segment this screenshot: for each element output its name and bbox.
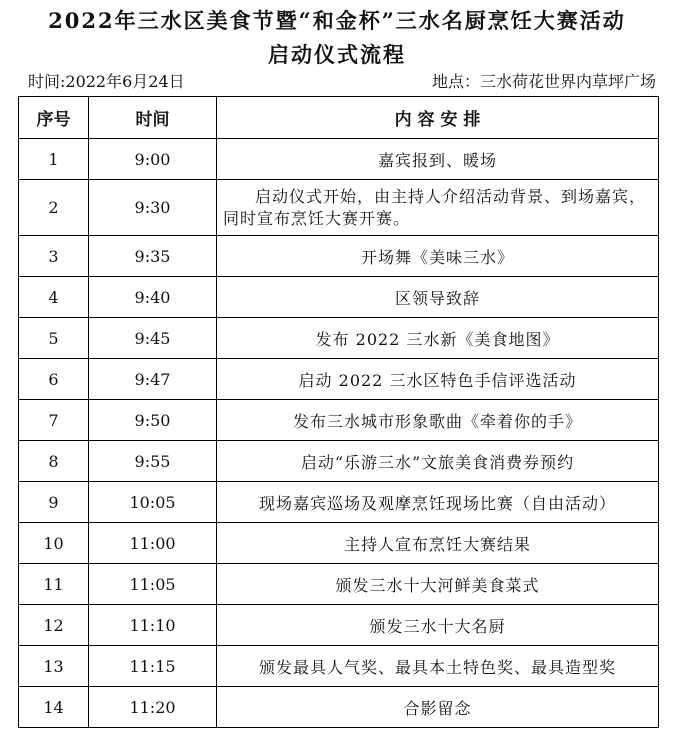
event-place: 地点：三水荷花世界内草坪广场 bbox=[431, 72, 656, 91]
event-time: 时间:2022年6月24日 bbox=[28, 72, 185, 91]
table-header-row bbox=[19, 97, 659, 139]
title-line-2: 启动仪式流程 bbox=[268, 42, 406, 67]
row-number: 8 bbox=[19, 441, 89, 482]
row-number: 13 bbox=[19, 646, 89, 687]
row-time: 11:10 bbox=[89, 605, 217, 646]
row-number: 12 bbox=[19, 605, 89, 646]
row-number: 3 bbox=[19, 236, 89, 277]
row-number: 9 bbox=[19, 482, 89, 523]
row-number: 10 bbox=[19, 523, 89, 564]
row-number: 6 bbox=[19, 359, 89, 400]
table-row bbox=[19, 441, 659, 482]
row-time: 9:40 bbox=[89, 277, 217, 318]
table-row bbox=[19, 482, 659, 523]
title-line-1: 2022年三水区美食节暨“和金杯”三水名厨烹饪大赛活动 bbox=[48, 8, 626, 33]
table-row bbox=[19, 236, 659, 277]
row-content: 颁发三水十大河鲜美食菜式 bbox=[217, 564, 659, 605]
table-row bbox=[19, 277, 659, 318]
header-content: 内 容 安 排 bbox=[217, 97, 659, 139]
row-content: 主持人宣布烹饪大赛结果 bbox=[217, 523, 659, 564]
header-time: 时间 bbox=[89, 97, 217, 139]
row-content: 发布 2022 三水新《美食地图》 bbox=[217, 318, 659, 359]
table-row bbox=[19, 318, 659, 359]
row-content: 颁发三水十大名厨 bbox=[217, 605, 659, 646]
row-number: 5 bbox=[19, 318, 89, 359]
row-time: 10:05 bbox=[89, 482, 217, 523]
row-number: 7 bbox=[19, 400, 89, 441]
row-time: 9:47 bbox=[89, 359, 217, 400]
row-time: 11:15 bbox=[89, 646, 217, 687]
schedule-table bbox=[18, 96, 659, 728]
row-time: 9:45 bbox=[89, 318, 217, 359]
document-title bbox=[0, 4, 674, 72]
row-content: 发布三水城市形象歌曲《牵着你的手》 bbox=[217, 400, 659, 441]
table-row bbox=[19, 523, 659, 564]
table-row bbox=[19, 564, 659, 605]
row-content: 启动“乐游三水”文旅美食消费券预约 bbox=[217, 441, 659, 482]
row-time: 9:50 bbox=[89, 400, 217, 441]
table-row bbox=[19, 359, 659, 400]
row-content: 合影留念 bbox=[217, 687, 659, 728]
row-number: 2 bbox=[19, 180, 89, 236]
row-content: 启动仪式开始，由主持人介绍活动背景、到场嘉宾，同时宣布烹饪大赛开赛。 bbox=[217, 180, 659, 236]
row-time: 9:30 bbox=[89, 180, 217, 236]
row-content: 启动 2022 三水区特色手信评选活动 bbox=[217, 359, 659, 400]
table-row bbox=[19, 605, 659, 646]
row-number: 4 bbox=[19, 277, 89, 318]
table-row bbox=[19, 400, 659, 441]
table-row bbox=[19, 139, 659, 180]
table-row bbox=[19, 646, 659, 687]
row-number: 11 bbox=[19, 564, 89, 605]
header-number: 序号 bbox=[19, 97, 89, 139]
row-number: 1 bbox=[19, 139, 89, 180]
row-content: 现场嘉宾巡场及观摩烹饪现场比赛（自由活动） bbox=[217, 482, 659, 523]
row-time: 11:05 bbox=[89, 564, 217, 605]
row-time: 9:35 bbox=[89, 236, 217, 277]
event-meta bbox=[28, 70, 656, 94]
row-content: 开场舞《美味三水》 bbox=[217, 236, 659, 277]
row-time: 11:00 bbox=[89, 523, 217, 564]
row-content: 区领导致辞 bbox=[217, 277, 659, 318]
row-content: 嘉宾报到、暖场 bbox=[217, 139, 659, 180]
row-number: 14 bbox=[19, 687, 89, 728]
row-time: 9:00 bbox=[89, 139, 217, 180]
table-row bbox=[19, 687, 659, 728]
table-row bbox=[19, 180, 659, 236]
row-content: 颁发最具人气奖、最具本土特色奖、最具造型奖 bbox=[217, 646, 659, 687]
row-time: 9:55 bbox=[89, 441, 217, 482]
row-time: 11:20 bbox=[89, 687, 217, 728]
